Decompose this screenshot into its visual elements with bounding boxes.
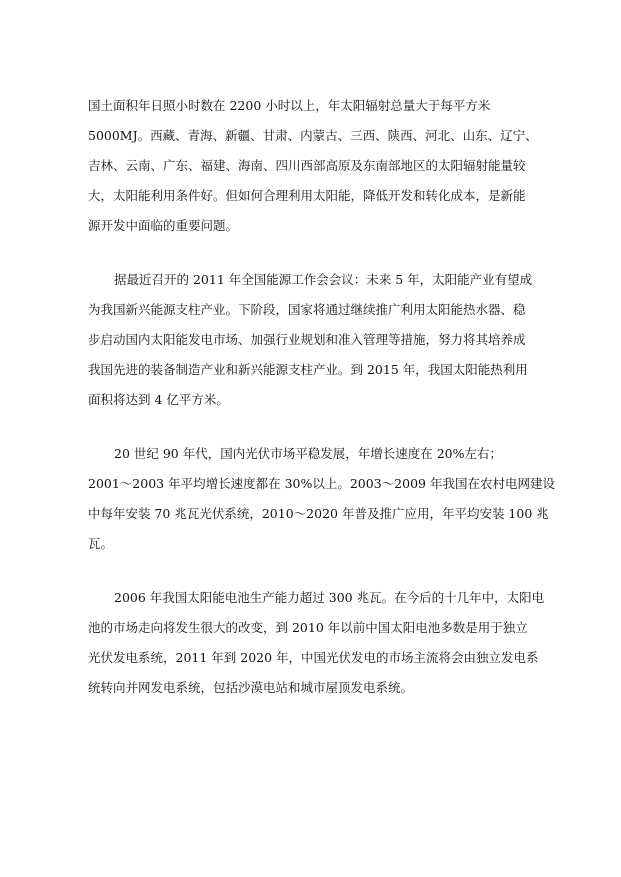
text-line: 步启动国内太阳能发电市场、加强行业规划和准入管理等措施，努力将其培养成 <box>88 332 526 347</box>
text-line: 5000MJ。西藏、青海、新疆、甘肃、内蒙古、三西、陕西、河北、山东、辽宁、 <box>88 128 538 143</box>
text-line: 面积将达到 4 亿平方米。 <box>88 392 229 407</box>
paragraph-energy-conference <box>88 265 543 415</box>
text-line: 2006 年我国太阳能电池生产能力超过 300 兆瓦。在今后的十几年中，太阳电 <box>114 590 545 605</box>
text-line: 池的市场走向将发生很大的改变，到 2010 年以前中国太阳电池多数是用于独立 <box>88 620 528 635</box>
document-body <box>88 91 555 727</box>
paragraph-solar-cell-capacity <box>88 583 543 703</box>
text-line: 源开发中面临的重要问题。 <box>88 218 239 233</box>
text-line: 吉林、云南、广东、福建、海南、四川西部高原及东南部地区的太阳辐射能量较 <box>88 158 526 173</box>
text-line: 国土面积年日照小时数在 2200 小时以上，年太阳辐射总量大于每平方米 <box>88 98 491 113</box>
text-line: 20 世纪 90 年代，国内光伏市场平稳发展，年增长速度在 20%左右； <box>114 446 502 461</box>
text-line: 大，太阳能利用条件好。但如何合理利用太阳能，降低开发和转化成本，是新能 <box>88 188 526 203</box>
text-line: 我国先进的装备制造产业和新兴能源支柱产业。到 2015 年，我国太阳能热利用 <box>88 362 528 377</box>
text-line: 瓦。 <box>88 536 114 551</box>
paragraph-pv-market-history <box>88 439 555 559</box>
text-line: 中每年安装 70 兆瓦光伏系统，2010～2020 年普及推广应用，年平均安装 100 兆 <box>88 506 549 521</box>
text-line: 据最近召开的 2011 年全国能源工作会会议：未来 5 年，太阳能产业有望成 <box>114 272 533 287</box>
text-line: 为我国新兴能源支柱产业。下阶段，国家将通过继续推广利用太阳能热水器、稳 <box>88 302 526 317</box>
text-line: 光伏发电系统，2011 年到 2020 年，中国光伏发电的市场主流将会由独立发电系 <box>88 650 539 665</box>
text-line: 2001～2003 年平均增长速度都在 30%以上。2003～2009 年我国在农村电网建设 <box>88 476 555 491</box>
text-line: 统转向并网发电系统，包括沙漠电站和城市屋顶发电系统。 <box>88 680 414 695</box>
paragraph-solar-resources <box>88 91 543 241</box>
